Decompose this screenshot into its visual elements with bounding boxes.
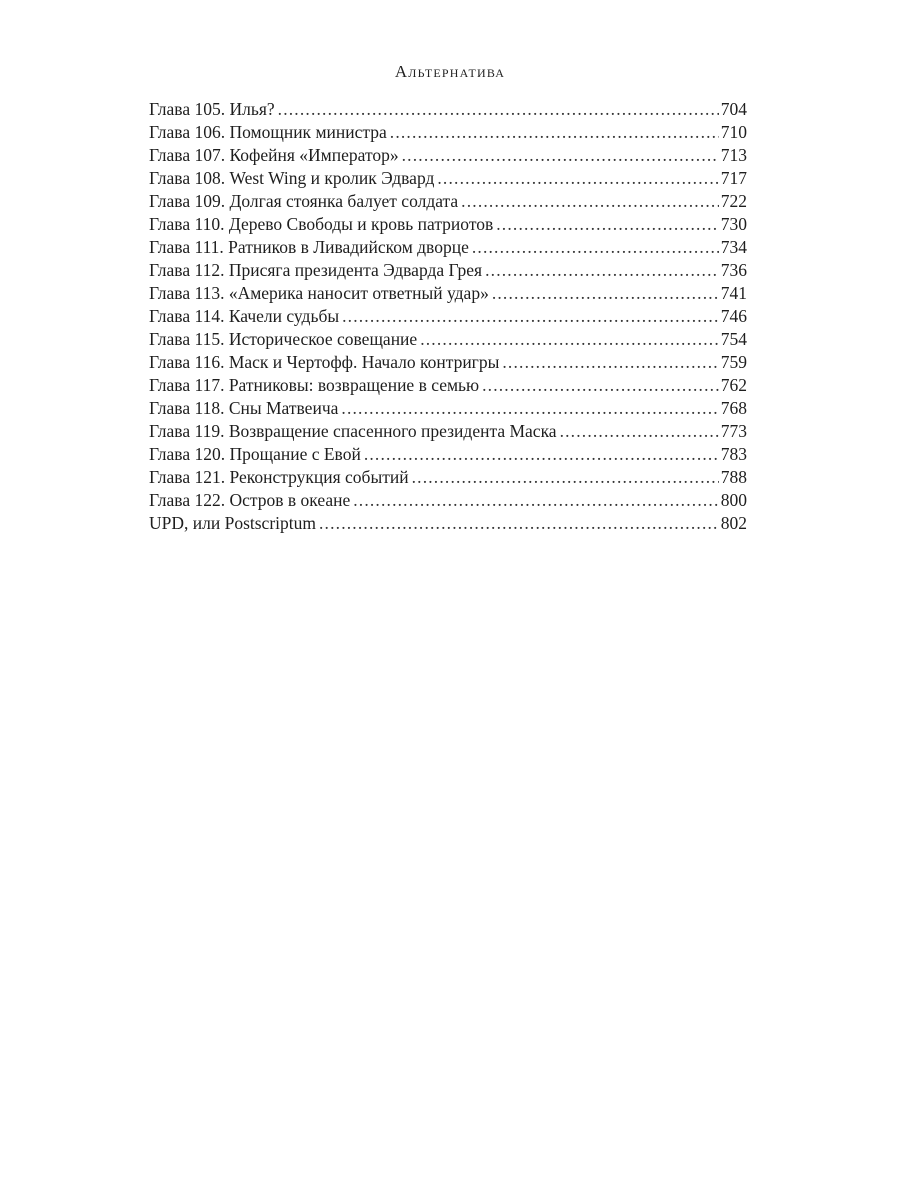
toc-entry-title: Глава 117. Ратниковы: возвращение в семью <box>149 375 480 395</box>
toc-entry-page: 704 <box>720 99 747 119</box>
toc-entry-title: Глава 107. Кофейня «Император» <box>149 145 399 165</box>
toc-entry-page: 762 <box>720 375 747 395</box>
toc-dot-leader <box>342 305 719 328</box>
toc-dot-leader <box>319 512 719 535</box>
toc-entry-page: 713 <box>720 145 747 165</box>
toc-entry <box>149 98 747 121</box>
toc-entry-page: 746 <box>720 306 747 326</box>
toc-entry-title: UPD, или Postscriptum <box>149 513 316 533</box>
table-of-contents <box>149 98 747 535</box>
toc-entry <box>149 374 747 397</box>
toc-entry <box>149 305 747 328</box>
toc-dot-leader <box>461 190 719 213</box>
toc-dot-leader <box>353 489 719 512</box>
toc-dot-leader <box>496 213 719 236</box>
toc-entry <box>149 213 747 236</box>
toc-entry <box>149 282 747 305</box>
toc-dot-leader <box>560 420 719 443</box>
toc-entry-title: Глава 120. Прощание с Евой <box>149 444 361 464</box>
toc-entry-page: 754 <box>720 329 747 349</box>
running-head-title: Альтернатива <box>394 62 506 81</box>
toc-entry-title: Глава 113. «Америка наносит ответный удар» <box>149 283 489 303</box>
toc-dot-leader <box>485 259 719 282</box>
toc-entry-page: 736 <box>720 260 747 280</box>
toc-entry-page: 800 <box>720 490 747 510</box>
toc-entry-title: Глава 121. Реконструкция событий <box>149 467 409 487</box>
toc-entry-page: 717 <box>720 168 747 188</box>
toc-entry <box>149 512 747 535</box>
toc-entry <box>149 236 747 259</box>
toc-entry-page: 734 <box>720 237 747 257</box>
toc-dot-leader <box>402 144 719 167</box>
toc-entry-title: Глава 108. West Wing и кролик Эдвард <box>149 168 435 188</box>
toc-entry <box>149 144 747 167</box>
toc-dot-leader <box>492 282 719 305</box>
toc-entry <box>149 351 747 374</box>
toc-entry-page: 730 <box>720 214 747 234</box>
toc-entry <box>149 397 747 420</box>
toc-entry-title: Глава 119. Возвращение спасенного президента Маска <box>149 421 557 441</box>
toc-entry-title: Глава 110. Дерево Свободы и кровь патриотов <box>149 214 494 234</box>
toc-dot-leader <box>390 121 719 144</box>
toc-entry-page: 741 <box>720 283 747 303</box>
toc-entry <box>149 259 747 282</box>
toc-entry-page: 768 <box>720 398 747 418</box>
toc-entry-title: Глава 105. Илья? <box>149 99 275 119</box>
toc-dot-leader <box>278 98 719 121</box>
toc-entry <box>149 328 747 351</box>
toc-dot-leader <box>502 351 718 374</box>
toc-dot-leader <box>412 466 719 489</box>
toc-entry <box>149 466 747 489</box>
toc-entry-title: Глава 118. Сны Матвеича <box>149 398 339 418</box>
toc-dot-leader <box>482 374 719 397</box>
toc-entry-title: Глава 111. Ратников в Ливадийском дворце <box>149 237 469 257</box>
toc-entry-title: Глава 112. Присяга президента Эдварда Грея <box>149 260 483 280</box>
toc-entry-page: 788 <box>720 467 747 487</box>
toc-entry-page: 773 <box>720 421 747 441</box>
toc-entry <box>149 443 747 466</box>
toc-entry <box>149 489 747 512</box>
toc-entry-page: 710 <box>720 122 747 142</box>
toc-dot-leader <box>364 443 719 466</box>
toc-entry-title: Глава 115. Историческое совещание <box>149 329 418 349</box>
toc-dot-leader <box>472 236 719 259</box>
toc-dot-leader <box>420 328 719 351</box>
toc-entry-title: Глава 116. Маск и Чертофф. Начало контригры <box>149 352 500 372</box>
toc-entry-title: Глава 106. Помощник министра <box>149 122 387 142</box>
toc-dot-leader <box>437 167 718 190</box>
toc-dot-leader <box>341 397 718 420</box>
toc-entry-title: Глава 109. Долгая стоянка балует солдата <box>149 191 459 211</box>
toc-entry-page: 802 <box>720 513 747 533</box>
toc-entry-title: Глава 122. Остров в океане <box>149 490 351 510</box>
toc-entry <box>149 121 747 144</box>
toc-entry <box>149 190 747 213</box>
toc-entry-page: 722 <box>720 191 747 211</box>
toc-entry <box>149 420 747 443</box>
toc-entry-page: 759 <box>720 352 747 372</box>
toc-entry <box>149 167 747 190</box>
toc-entry-page: 783 <box>720 444 747 464</box>
toc-entry-title: Глава 114. Качели судьбы <box>149 306 340 326</box>
